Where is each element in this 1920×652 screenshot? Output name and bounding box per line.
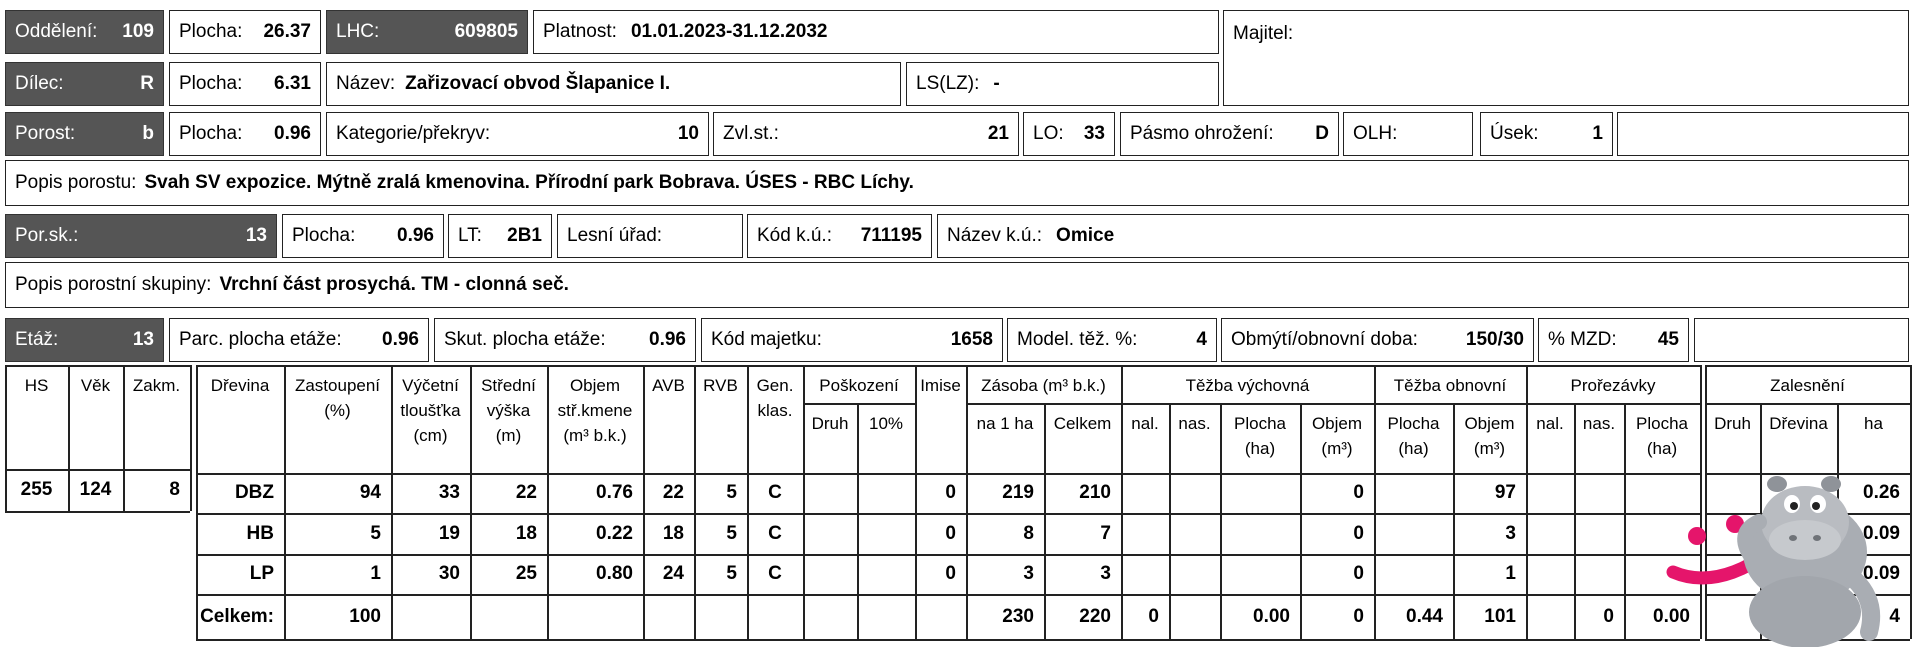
cell-imise: 0 (945, 522, 956, 544)
nazev-ku-cell (937, 214, 1909, 258)
plocha-value: 6.31 (274, 73, 311, 94)
total-pr-plocha: 0.00 (1653, 605, 1690, 627)
skut-plocha-value: 0.96 (649, 329, 686, 350)
zvl-cell (713, 112, 1019, 156)
lt-cell (448, 214, 552, 258)
pasmo-cell (1120, 112, 1339, 156)
lesni-urad-cell (557, 214, 743, 258)
oddeleni-cell (5, 10, 164, 54)
plocha-label: Plocha: (179, 73, 243, 94)
porsk-plocha-cell (282, 214, 444, 258)
zal-ha-value: 0.09 (1863, 563, 1900, 584)
model-tez-label: Model. těž. %: (1017, 329, 1138, 350)
poskozeni-10-header: 10% (868, 414, 904, 433)
cell-vycetni: 33 (438, 482, 460, 503)
cell-vycetni: 19 (438, 522, 460, 544)
kod-majetku-value: 1658 (950, 329, 993, 350)
dilec-label: Dílec: (15, 73, 64, 94)
kod-majetku-label: Kód majetku: (711, 329, 822, 350)
oddeleni-value: 109 (122, 21, 154, 42)
vycetni-header: Výčetní tloušťka (cm) (400, 376, 461, 445)
parc-plocha-cell (169, 318, 429, 362)
mzd-cell (1538, 318, 1689, 362)
majitel-cell (1223, 10, 1909, 106)
kod-ku-label: Kód k.ú.: (757, 225, 832, 246)
cell-objem: 0.76 (596, 482, 633, 503)
ls-label: LS(LZ): (916, 73, 980, 94)
plocha-value: 0.96 (397, 225, 434, 246)
cell-drevina: LP (249, 563, 274, 584)
cell-avb: 22 (662, 482, 684, 503)
cell-rvb: 5 (726, 522, 737, 544)
cell-zastoupeni: 1 (370, 563, 381, 584)
plocha-label: Plocha: (292, 225, 356, 246)
zalesneni-header: Zalesnění (1770, 376, 1845, 395)
cell-rvb: 5 (726, 563, 737, 584)
model-tez-cell (1007, 318, 1217, 362)
usek-value: 1 (1592, 123, 1603, 144)
tv-objem-header: Objem (m³) (1311, 414, 1363, 458)
poskozeni-druh-header: Druh (811, 414, 849, 433)
zastoupeni-header: Zastoupení (%) (294, 376, 381, 420)
popis-porostu-value: Svah SV expozice. Mýtně zralá kmenovina. Přírodní park Bobrava. ÚSES - RBC Líchy. (144, 172, 914, 193)
model-tez-value: 4 (1196, 329, 1207, 350)
lhc-label: LHC: (336, 21, 380, 42)
lesni-urad-label: Lesní úřad: (567, 225, 663, 246)
cell-na1ha: 3 (1023, 563, 1034, 584)
poskozeni-header: Poškození (819, 376, 899, 395)
cell-objem: 0.22 (596, 522, 633, 544)
zasoba-celkem-header: Celkem (1053, 414, 1112, 433)
total-celkem: 220 (1079, 605, 1111, 627)
zakm-value: 8 (169, 479, 180, 500)
lo-cell (1023, 112, 1115, 156)
usek-label: Úsek: (1490, 123, 1539, 144)
cell-to-objem: 3 (1505, 522, 1516, 544)
kategorie-value: 10 (677, 123, 699, 144)
grid-line (190, 365, 192, 511)
lt-label: LT: (458, 225, 482, 246)
total-na1ha: 230 (1002, 605, 1034, 627)
cell-drevina: DBZ (234, 482, 274, 503)
skut-plocha-label: Skut. plocha etáže: (444, 329, 606, 350)
total-tv-plocha: 0.00 (1253, 605, 1290, 627)
grid-line (196, 639, 1700, 641)
popis-porostu-label: Popis porostu: (15, 172, 137, 193)
total-zastoupeni: 100 (349, 605, 381, 627)
olh-label: OLH: (1353, 123, 1398, 144)
etaz-label: Etáž: (15, 329, 59, 350)
porsk-value: 13 (245, 225, 267, 246)
cell-tv-objem: 0 (1353, 522, 1364, 544)
cell-avb: 24 (662, 563, 684, 584)
vek-header: Věk (80, 376, 111, 395)
kod-majetku-cell (701, 318, 1003, 362)
total-tv-objem: 0 (1353, 605, 1364, 627)
row3-empty-cell (1617, 112, 1909, 156)
grid-line (5, 511, 190, 513)
cell-avb: 18 (662, 522, 684, 544)
lt-value: 2B1 (507, 225, 542, 246)
lhc-cell (326, 10, 528, 54)
parc-plocha-value: 0.96 (382, 329, 419, 350)
cell-gen: C (768, 563, 782, 584)
tezba-vychovna-header: Těžba výchovná (1185, 376, 1310, 395)
objem-header: Objem stř.kmene (m³ b.k.) (557, 376, 633, 445)
cell-objem: 0.80 (596, 563, 633, 584)
zal-ha-value: 0.09 (1863, 522, 1900, 544)
cell-celkem: 7 (1100, 522, 1111, 544)
obmyti-label: Obmýtí/obnovní doba: (1231, 329, 1418, 350)
zasoba-header: Zásoba (m³ b.k.) (981, 376, 1106, 395)
plocha-label: Plocha: (179, 21, 243, 42)
ls-cell (906, 62, 1219, 106)
kod-ku-cell (747, 214, 932, 258)
etaz-value: 13 (132, 329, 154, 350)
popis-skupiny-cell (5, 262, 1909, 308)
pr-nal-header: nal. (1536, 414, 1564, 433)
cell-na1ha: 219 (1002, 482, 1034, 503)
nazev-value: Zařizovací obvod Šlapanice I. (405, 73, 671, 94)
ls-value: - (993, 73, 1000, 94)
obmyti-cell (1221, 318, 1534, 362)
dilec-plocha-cell (169, 62, 321, 106)
zal-ha-value: 0.26 (1863, 482, 1900, 503)
pasmo-value: D (1315, 123, 1329, 144)
vek-value: 124 (79, 479, 112, 500)
porost-label: Porost: (15, 123, 76, 144)
usek-cell (1480, 112, 1613, 156)
majitel-label: Majitel: (1233, 23, 1294, 44)
plocha-value: 0.96 (274, 123, 311, 144)
gen-header: Gen. klas. (756, 376, 794, 420)
cell-gen: C (768, 482, 782, 503)
cell-tv-objem: 0 (1353, 563, 1364, 584)
pr-plocha-header: Plocha (ha) (1636, 414, 1688, 458)
zal-drevina-header: Dřevina (1769, 414, 1828, 433)
cell-imise: 0 (945, 482, 956, 503)
etaz-cell (5, 318, 164, 362)
nazev-ku-label: Název k.ú.: (947, 225, 1043, 246)
platnost-value: 01.01.2023-31.12.2032 (630, 21, 828, 42)
zal-druh-header: Druh (1714, 414, 1751, 433)
popis-skupiny-label: Popis porostní skupiny: (15, 274, 212, 295)
kod-ku-value: 711195 (860, 225, 922, 246)
to-plocha-header: Plocha (ha) (1387, 414, 1440, 458)
cell-tv-objem: 0 (1353, 482, 1364, 503)
cell-zastoupeni: 5 (370, 522, 381, 544)
plocha-value: 26.37 (263, 21, 311, 42)
cell-gen: C (768, 522, 782, 544)
total-pr-nas: 0 (1603, 605, 1614, 627)
imise-header: Imise (920, 376, 961, 395)
cell-zastoupeni: 94 (359, 482, 381, 503)
zal-ha-header: ha (1864, 414, 1883, 433)
popis-porostu-cell (5, 160, 1909, 206)
cell-to-objem: 1 (1505, 563, 1516, 584)
zasoba-na1ha-header: na 1 ha (976, 414, 1034, 433)
total-to-objem: 101 (1484, 605, 1516, 627)
lhc-value: 609805 (454, 21, 518, 42)
nazev-label: Název: (336, 73, 396, 94)
skut-plocha-cell (434, 318, 696, 362)
zvl-label: Zvl.st.: (723, 123, 779, 144)
porost-value: b (142, 123, 154, 144)
lo-value: 33 (1083, 123, 1105, 144)
kategorie-cell (326, 112, 709, 156)
avb-header: AVB (652, 376, 685, 395)
plocha-label: Plocha: (179, 123, 243, 144)
nazev-ku-value: Omice (1056, 225, 1115, 246)
pasmo-label: Pásmo ohrožení: (1130, 123, 1274, 144)
tv-nal-header: nal. (1131, 414, 1159, 433)
platnost-label: Platnost: (543, 21, 617, 42)
popis-skupiny-value: Vrchní část prosychá. TM - clonná seč. (219, 274, 569, 295)
porost-plocha-cell (169, 112, 321, 156)
stredni-header: Střední výška (m) (481, 376, 536, 445)
hs-value: 255 (20, 479, 53, 500)
hippo-mascot-icon (1655, 462, 1920, 647)
cell-drevina: HB (246, 522, 274, 544)
zal-total-value: 4 (1889, 605, 1900, 627)
hs-header: HS (24, 376, 49, 395)
rvb-header: RVB (703, 376, 738, 395)
olh-cell (1343, 112, 1473, 156)
cell-na1ha: 8 (1023, 522, 1034, 544)
zvl-value: 21 (987, 123, 1009, 144)
zakm-header: Zakm. (132, 376, 181, 395)
cell-to-objem: 97 (1494, 482, 1516, 503)
row7-empty-cell (1694, 318, 1909, 362)
cell-rvb: 5 (726, 482, 737, 503)
nazev-cell (326, 62, 901, 106)
oddeleni-plocha-cell (169, 10, 321, 54)
cell-vycetni: 30 (438, 563, 460, 584)
obmyti-value: 150/30 (1465, 329, 1524, 350)
cell-celkem: 210 (1079, 482, 1111, 503)
cell-imise: 0 (945, 563, 956, 584)
tv-nas-header: nas. (1178, 414, 1211, 433)
total-label: Celkem: (200, 605, 274, 627)
tezba-obnovni-header: Těžba obnovní (1393, 376, 1507, 395)
total-tv-nal: 0 (1148, 605, 1159, 627)
drevina-header: Dřevina (210, 376, 270, 395)
to-objem-header: Objem (m³) (1464, 414, 1515, 458)
pr-nas-header: nas. (1582, 414, 1616, 433)
parc-plocha-label: Parc. plocha etáže: (179, 329, 342, 350)
total-to-plocha: 0.44 (1406, 605, 1443, 627)
porsk-cell (5, 214, 277, 258)
cell-stredni: 25 (515, 563, 537, 584)
platnost-cell (533, 10, 1219, 54)
porsk-label: Por.sk.: (15, 225, 79, 246)
cell-stredni: 22 (515, 482, 537, 503)
oddeleni-label: Oddělení: (15, 21, 98, 42)
lo-label: LO: (1033, 123, 1064, 144)
prorezavky-header: Prořezávky (1570, 376, 1656, 395)
dilec-value: R (140, 73, 154, 94)
mzd-value: 45 (1657, 329, 1679, 350)
porost-cell (5, 112, 164, 156)
dilec-cell (5, 62, 164, 106)
cell-celkem: 3 (1100, 563, 1111, 584)
cell-stredni: 18 (515, 522, 537, 544)
mzd-label: % MZD: (1548, 329, 1617, 350)
tv-plocha-header: Plocha (ha) (1234, 414, 1286, 458)
kategorie-label: Kategorie/překryv: (336, 123, 491, 144)
